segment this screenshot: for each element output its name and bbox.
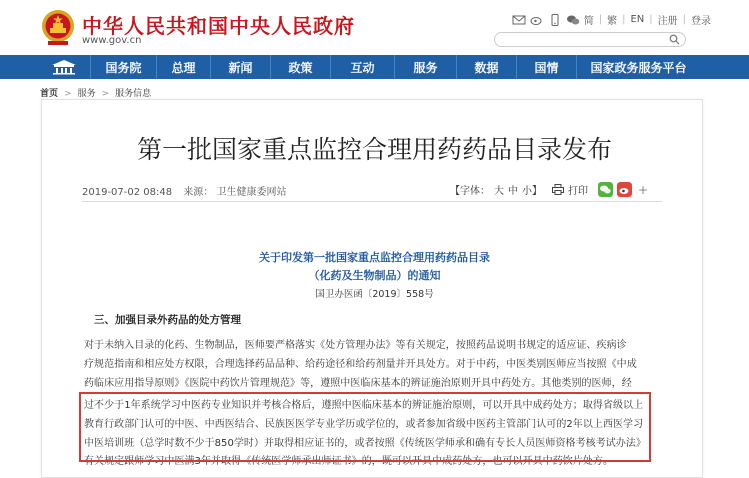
- mail-icon[interactable]: [512, 14, 526, 26]
- body-line: 药临床应用指导原则》《医院中药饮片管理规范》等，遵照中医临床基本的辨证施治原则开具中药处方。其他类别的医师，经: [84, 378, 632, 389]
- register-link[interactable]: 注册: [657, 16, 678, 27]
- more-share-button[interactable]: +: [638, 182, 649, 197]
- separator: |: [682, 14, 686, 25]
- nav-item-interaction[interactable]: 互动: [330, 55, 394, 79]
- mobile-icon[interactable]: [548, 14, 562, 26]
- breadcrumb-arrow: >: [101, 89, 110, 99]
- wechat-share-icon[interactable]: [598, 182, 613, 197]
- notice-title-line-2: （化药及生物制品）的通知: [308, 269, 441, 282]
- main-nav: [0, 55, 749, 79]
- meta-divider: [82, 201, 662, 202]
- lang-traditional-link[interactable]: 繁: [607, 16, 618, 27]
- font-small-button[interactable]: 小】: [522, 186, 542, 197]
- weibo-share-icon[interactable]: [617, 182, 632, 197]
- top-links: [512, 12, 711, 27]
- body-line: 中医培训班（总学时数不少于850学时）并取得相应证书的，或者按照《传统医学师承和确有专长人员医师资格考核考试办法》: [84, 438, 646, 449]
- font-size-label: 【字体：: [450, 186, 490, 197]
- body-line: 疗规范指南和相应处方权限，合理选择药品品种、给药途径和给药剂量并开具处方。对于中药，中医类别医师应当按照《中成: [84, 359, 637, 370]
- lang-simplified-link[interactable]: 简: [583, 16, 594, 27]
- home-icon: [49, 59, 79, 75]
- notice-document-number: 国卫办医函〔2019〕558号: [315, 289, 434, 300]
- section-heading: 三、加强目录外药品的处方管理: [94, 314, 241, 326]
- font-large-button[interactable]: 大: [494, 186, 504, 197]
- lang-english-link[interactable]: EN: [630, 14, 645, 25]
- article-tools: [450, 182, 648, 197]
- nav-item-data[interactable]: 数据: [456, 55, 516, 79]
- breadcrumb-services[interactable]: 服务: [77, 89, 96, 99]
- nav-item-services[interactable]: 服务: [394, 55, 456, 79]
- nav-item-state-council[interactable]: 国务院: [90, 55, 156, 79]
- separator: |: [622, 14, 626, 25]
- breadcrumb-service-info[interactable]: 服务信息: [115, 89, 152, 99]
- nav-item-premier[interactable]: 总理: [156, 55, 210, 79]
- body-line: 有关规定跟师学习中医满3年并取得《传统医学师承出师证书》的，既可以开具中成药处方，也可以开具中药饮片处方。: [84, 456, 614, 467]
- national-emblem-icon[interactable]: [40, 8, 76, 46]
- breadcrumb-home[interactable]: 首页: [40, 89, 59, 99]
- wechat-icon[interactable]: [566, 14, 580, 26]
- nav-home[interactable]: [40, 55, 88, 79]
- body-line: 对于未纳入目录的化药、生物制品，医师要严格落实《处方管理办法》等有关规定，按照药品说明书规定的适应证、疾病诊: [84, 340, 627, 351]
- login-link[interactable]: 登录: [691, 16, 711, 27]
- weibo-icon[interactable]: [530, 14, 544, 26]
- nav-items: [90, 55, 700, 79]
- font-medium-button[interactable]: 中: [508, 186, 518, 197]
- print-icon[interactable]: [552, 184, 564, 195]
- notice-title-line-1: 关于印发第一批国家重点监控合理用药药品目录: [259, 251, 490, 264]
- nav-item-policy[interactable]: 政策: [270, 55, 330, 79]
- article-title: 第一批国家重点监控合理用药药品目录发布: [136, 135, 612, 164]
- site-header: [0, 0, 749, 55]
- print-button[interactable]: 打印: [568, 186, 588, 197]
- site-url: www.gov.cn: [82, 35, 142, 46]
- body-line: 过不少于1年系统学习中医药专业知识并考核合格后，遵照中医临床基本的辨证施治原则，可以开具中成药处方；取得省级以上: [84, 400, 644, 411]
- site-title[interactable]: 中华人民共和国中央人民政府: [82, 14, 355, 38]
- nav-item-national-info[interactable]: 国情: [516, 55, 576, 79]
- search-box: [494, 32, 686, 47]
- breadcrumb: [40, 86, 151, 99]
- search-icon[interactable]: [669, 34, 680, 45]
- separator: |: [598, 14, 603, 25]
- article-meta: [82, 183, 295, 198]
- body-line: 教育行政部门认可的中医、中西医结合、民族医医学专业学历或学位的，或者参加省级中医药主管部门认可的2年以上西医学习: [84, 419, 644, 430]
- search-input[interactable]: [495, 40, 665, 53]
- nav-item-news[interactable]: 新闻: [210, 55, 270, 79]
- highlight-box: [79, 392, 651, 462]
- article-date: 2019-07-02 08:48: [82, 187, 173, 198]
- article-source: 来源： 卫生健康委网站: [183, 187, 287, 198]
- breadcrumb-arrow: >: [64, 89, 72, 99]
- nav-item-gov-service-platform[interactable]: 国家政务服务平台: [576, 55, 700, 79]
- separator: |: [649, 14, 653, 25]
